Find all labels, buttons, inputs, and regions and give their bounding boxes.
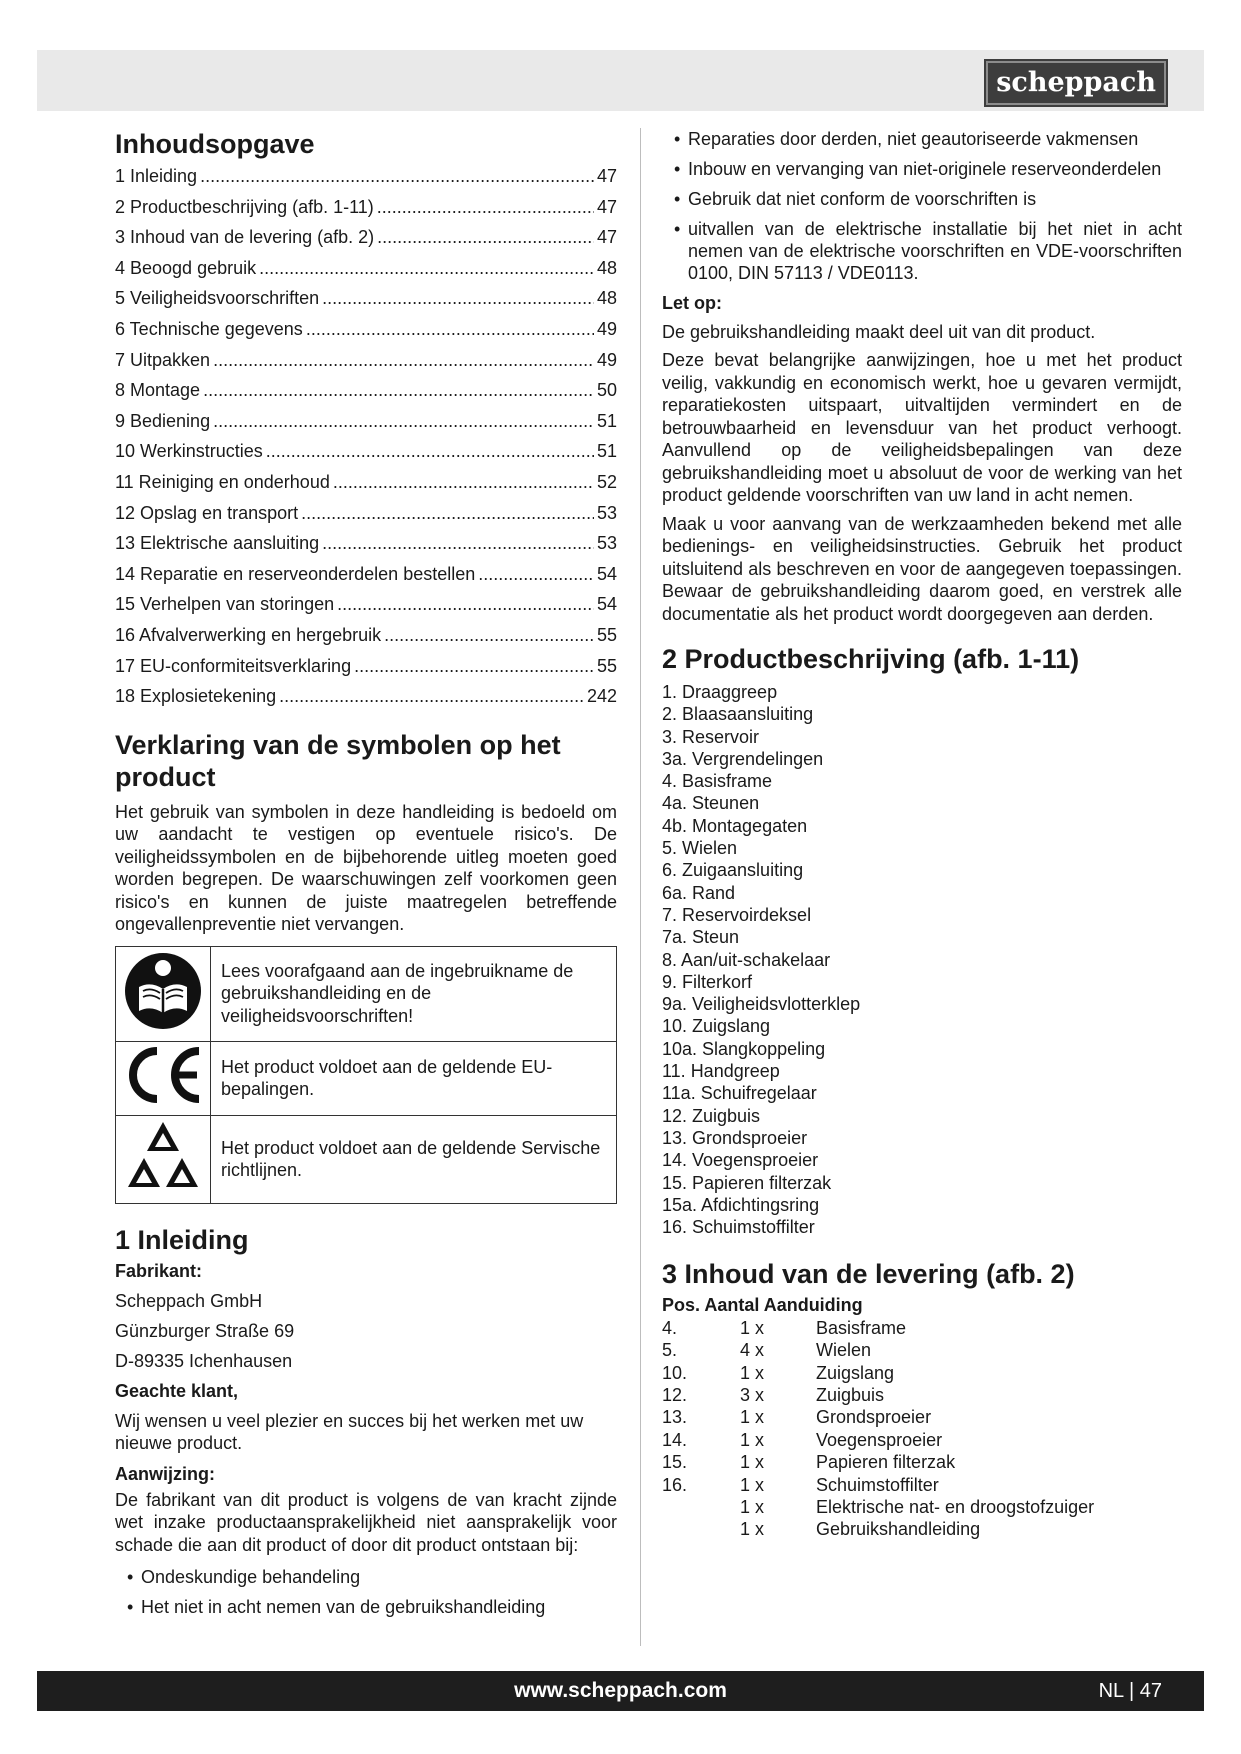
toc-row[interactable]: 6 Technische gegevens ..... 49 xyxy=(115,319,617,350)
symbol-text: Het product voldoet aan de geldende EU-bepalingen. xyxy=(211,1041,617,1115)
table-row: 1 x Gebruikshandleiding xyxy=(740,1519,981,1540)
ce-mark-icon xyxy=(116,1041,211,1115)
toc-row[interactable]: 16 Afvalverwerking en hergebruik ..... 55 xyxy=(115,625,617,656)
list-item: 11. Handgreep xyxy=(662,1061,780,1082)
manufacturer-line: Günzburger Straße 69 xyxy=(115,1320,295,1341)
list-item: 3a. Vergrendelingen xyxy=(662,748,824,769)
toc-row[interactable]: 12 Opslag en transport ..... 53 xyxy=(115,503,617,534)
list-item: 1. Draaggreep xyxy=(662,682,778,702)
dear-customer-text: Wij wensen u veel plezier en succes bij het werken met uw nieuwe product. xyxy=(115,1410,584,1454)
attention-text: Deze bevat belangrijke aanwijzingen, hoe u met het product veilig, vakkundig en economisch werkt, hoe u gevaren vermijdt, reparatiekosten uitspaart, uitvaltijden vermindert en de betrouwbaarheid en levensduur van het product verhoogt. Aanvullend op de veiligheidsbepalingen van deze gebruikshandleiding moet u absoluut de voor de werking van het product geldende voorschriften van uw land in acht nemen. xyxy=(662,350,1182,505)
list-item: 4a. Steunen xyxy=(662,793,760,814)
symbols-intro: Het gebruik van symbolen in deze handleiding is bedoeld om uw aandacht te vestigen op eventuele risico's. De veiligheidssymbolen en de bijbehorende uitleg moeten goed worden begrepen. De waarschuwingen zelf voorkomen geen risico's en kunnen de juiste maatregelen betreffende ongevallenpreventie niet vervangen. xyxy=(115,801,617,935)
table-row: 15. 1 x Papieren filterzak xyxy=(662,1452,956,1473)
list-item: 7. Reservoirdeksel xyxy=(662,904,812,925)
symbol-text: Het product voldoet aan de geldende Servische richtlijnen. xyxy=(211,1115,617,1203)
dear-customer-label: Geachte klant, xyxy=(115,1380,239,1401)
toc-row[interactable]: 10 Werkinstructies ..... 51 xyxy=(115,441,617,472)
list-item: 14. Voegensproeier xyxy=(662,1150,819,1171)
footer-url-link[interactable]: www.scheppach.com xyxy=(514,1679,727,1702)
triangles-icon xyxy=(116,1115,211,1203)
toc-row[interactable]: 7 Uitpakken ..... 49 xyxy=(115,350,617,381)
table-row: 10. 1 x Zuigslang xyxy=(662,1362,895,1383)
read-manual-icon xyxy=(116,946,211,1041)
toc-row[interactable]: 9 Bediening ..... 51 xyxy=(115,411,617,442)
table-row: 4. 1 x Basisframe xyxy=(662,1317,907,1338)
delivery-table xyxy=(662,1294,1182,1540)
manufacturer-label: Fabrikant: xyxy=(115,1260,203,1281)
product-parts-list xyxy=(662,681,1182,1238)
list-item: 10. Zuigslang xyxy=(662,1016,771,1037)
page-number: NL | 47 xyxy=(1098,1680,1162,1702)
delivery-title: 3 Inhoud van de levering (afb. 2) xyxy=(662,1259,1075,1290)
manufacturer-line: D-89335 Ichenhausen xyxy=(115,1350,293,1371)
header-band xyxy=(37,50,1204,111)
liability-bullets-continued xyxy=(662,128,1182,284)
liability-bullets xyxy=(115,1562,617,1622)
toc-row[interactable]: 4 Beoogd gebruik ..... 48 xyxy=(115,258,617,289)
toc-title: Inhoudsopgave xyxy=(115,129,315,159)
list-item: 12. Zuigbuis xyxy=(662,1105,761,1126)
toc-row[interactable]: 5 Veiligheidsvoorschriften ..... 48 xyxy=(115,288,617,319)
list-item: 6. Zuigaansluiting xyxy=(662,860,804,881)
toc-row[interactable]: 11 Reiniging en onderhoud ..... 52 xyxy=(115,472,617,503)
list-item: 8. Aan/uit-schakelaar xyxy=(662,949,831,970)
list-item: 3. Reservoir xyxy=(662,726,760,747)
table-row: 13. 1 x Grondsproeier xyxy=(662,1407,932,1428)
list-item: 2. Blaasaansluiting xyxy=(662,704,814,725)
table-row: 1 x Elektrische nat- en droogstofzuiger xyxy=(740,1497,1095,1518)
attention-text: De gebruikshandleiding maakt deel uit van dit product. xyxy=(662,321,1096,342)
list-item: • Het niet in acht nemen van de gebruikshandleiding xyxy=(127,1597,546,1618)
list-item: 9. Filterkorf xyxy=(662,971,753,992)
product-description-title: 2 Productbeschrijving (afb. 1-11) xyxy=(662,644,1080,674)
intro-title: 1 Inleiding xyxy=(115,1224,249,1255)
symbols-table xyxy=(115,946,617,1204)
list-item: 4b. Montagegaten xyxy=(662,815,808,836)
toc-row[interactable]: 18 Explosietekening ..... 242 xyxy=(115,686,617,717)
symbol-text: Lees voorafgaand aan de ingebruikname de gebruikshandleiding en de veiligheidsvoorschriften! xyxy=(211,946,617,1041)
toc-row[interactable]: 15 Verhelpen van storingen ..... 54 xyxy=(115,594,617,625)
table-row: 5. 4 x Wielen xyxy=(662,1340,872,1361)
symbols-title: Verklaring van de symbolen op het product xyxy=(115,729,561,792)
manufacturer-line: Scheppach GmbH xyxy=(115,1290,263,1311)
toc-row[interactable]: 14 Reparatie en reserveonderdelen bestellen ..... 54 xyxy=(115,564,617,595)
list-item: 6a. Rand xyxy=(662,882,736,903)
list-item: 15. Papieren filterzak xyxy=(662,1172,832,1193)
toc-row[interactable]: 3 Inhoud van de levering (afb. 2) ..... 47 xyxy=(115,227,617,258)
toc-row[interactable]: 2 Productbeschrijving (afb. 1-11) ..... 47 xyxy=(115,197,617,228)
toc-row[interactable]: 8 Montage ..... 50 xyxy=(115,380,617,411)
list-item: 16. Schuimstoffilter xyxy=(662,1217,815,1238)
delivery-header: Pos. Aantal Aanduiding xyxy=(662,1295,863,1316)
list-item: • Reparaties door derden, niet geautoriseerde vakmensen xyxy=(674,129,1139,149)
attention-text: Maak u voor aanvang van de werkzaamheden bekend met alle bedienings- en veiligheidsinstructies. Gebruik het product uitsluitend als beschreven en voor de aangegeven toepassingen. Bewaar de gebruikshandleiding daarom goed, en verstrek alle documentatie als het product wordt doorgegeven aan derden. xyxy=(662,513,1182,624)
list-item: 9a. Veiligheidsvlotterklep xyxy=(662,994,861,1015)
left-column xyxy=(115,128,617,1622)
footer-band xyxy=(37,1671,1204,1711)
list-item: 5. Wielen xyxy=(662,838,738,859)
list-item: 11a. Schuifregelaar xyxy=(662,1083,817,1104)
toc-row[interactable]: 1 Inleiding ..... 47 xyxy=(115,166,617,197)
list-item: • uitvallen van de elektrische installatie bij het niet in acht nemen van de elektrische voorschriften en VDE-voorschriften 0100, DIN 57113 / VDE0113. xyxy=(674,219,1182,283)
scheppach-logo: scheppach xyxy=(986,61,1166,105)
right-column xyxy=(662,128,1182,1541)
list-item: 4. Basisframe xyxy=(662,771,773,792)
attention-label: Let op: xyxy=(662,293,722,313)
toc-row[interactable]: 17 EU-conformiteitsverklaring ..... 55 xyxy=(115,656,617,687)
table-row: 14. 1 x Voegensproeier xyxy=(662,1429,943,1450)
note-text: De fabrikant van dit product is volgens de van kracht zijnde wet inzake productaansprakelijkheid niet aansprakelijk voor schade die aan dit product of door dit product ontstaan bij: xyxy=(115,1489,617,1555)
toc-row[interactable]: 13 Elektrische aansluiting ..... 53 xyxy=(115,533,617,564)
list-item: • Inbouw en vervanging van niet-originele reserveonderdelen xyxy=(674,159,1162,179)
note-label: Aanwijzing: xyxy=(115,1463,215,1484)
table-row: 16. 1 x Schuimstoffilter xyxy=(662,1474,939,1495)
list-item: • Gebruik dat niet conform de voorschriften is xyxy=(674,189,1037,209)
table-row: 12. 3 x Zuigbuis xyxy=(662,1385,885,1406)
list-item: 7a. Steun xyxy=(662,927,740,948)
column-divider xyxy=(640,128,641,1646)
list-item: 13. Grondsproeier xyxy=(662,1127,808,1148)
list-item: 10a. Slangkoppeling xyxy=(662,1038,826,1059)
list-item: 15a. Afdichtingsring xyxy=(662,1194,820,1215)
list-item: • Ondeskundige behandeling xyxy=(127,1567,361,1588)
table-of-contents xyxy=(115,166,617,717)
